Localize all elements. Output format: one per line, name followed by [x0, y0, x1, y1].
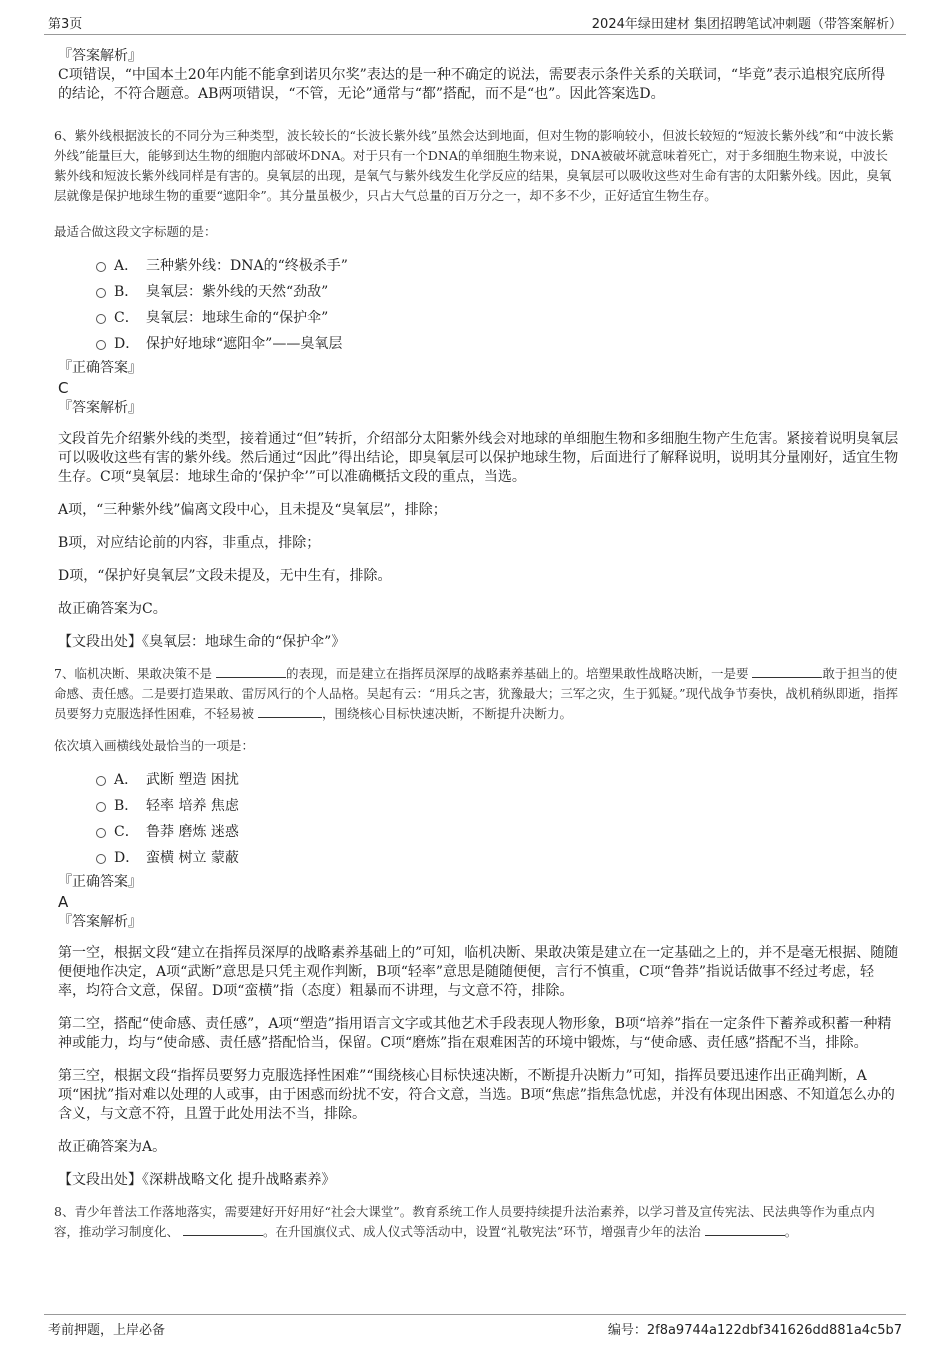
blank-2 [705, 1223, 785, 1236]
q6-option-d[interactable]: D． 保护好地球“遮阳伞”——臭氧层 [54, 332, 899, 358]
document-code: 编号：2f8a9744a122dbf341626dd881a4c5b7 [607, 1323, 902, 1338]
q6-option-c[interactable]: C． 臭氧层：地球生命的“保护伞” [54, 306, 899, 332]
q7-question: 依次填入画横线处最恰当的一项是： [54, 738, 255, 753]
radio-icon[interactable] [96, 776, 106, 786]
q7-option-b[interactable]: B． 轻率 培养 焦虑 [54, 794, 899, 820]
q5-explain-text: C项错误，“中国本土20年内能不能拿到诺贝尔奖”表达的是一种不确定的说法，需要表示条件关系的关联词，“毕竟”表示追根究底所得的结论，不符合题意。AB两项错误，“不管，无论”通常与“都”搭配，而不是“也”。因此答案选D。 [58, 67, 886, 102]
blank-1 [216, 665, 286, 678]
radio-icon[interactable] [96, 262, 106, 272]
q5-explain-label: 『答案解析』 [58, 48, 142, 64]
radio-icon[interactable] [96, 854, 106, 864]
radio-icon[interactable] [96, 340, 106, 350]
q6-correct-label: 『正确答案』 [58, 360, 142, 376]
q7-explain-p3: 第三空，根据文段“指挥员要努力克服选择性困难”“围绕核心目标快速决断，不断提升决断力”可知，指挥员要迅速作出正确判断，A项“困扰”指对难以处理的人或事，由于困惑而纷扰不安，符合文意，当选。B项“焦虑”指焦急忧虑，并没有体现出困惑、不知道怎么办的含义，与文意不符，且置于此处用法不当，排除。 [58, 1068, 895, 1122]
q7-explain-p1: 第一空，根据文段“建立在指挥员深厚的战略素养基础上的”可知，临机决断、果敢决策是建立在一定基础之上的，并不是毫无根据、随随便便地作决定，A项“武断”意思是只凭主观作判断，B项“轻率”意思是随随便便，言行不慎重，C项“鲁莽”指说话做事不经过考虑，轻率，均符合文意，保留。D项“蛮横”指（态度）粗暴而不讲理，与文意不符，排除。 [58, 945, 899, 999]
q6-source: 【文段出处】《臭氧层：地球生命的“保护伞”》 [58, 634, 346, 650]
q6-stem: 6、紫外线根据波长的不同分为三种类型，波长较长的“长波长紫外线”虽然会达到地面，但对生物的影响较小，但波长较短的“短波长紫外线”和“中波长紫外线”能量巨大，能够到达生物的细胞内部破坏DNA。对于只有一个DNA的单细胞生物来说，DNA被破坏就意味着死亡，对于多细胞生物来说，中波长紫外线和短波长紫外线同样是有害的。臭氧层的出现，是氧气与紫外线发生化学反应的结果，臭氧层可以吸收这些对生命有害的太阳紫外线。因此，臭氧层就像是保护地球生物的重要“遮阳伞”。其分量虽极少，只占大气总量的百万分之一，却不多不少，正好适宜生物生存。 [54, 128, 894, 203]
radio-icon[interactable] [96, 828, 106, 838]
radio-icon[interactable] [96, 314, 106, 324]
q6-correct-answer: C [58, 379, 69, 397]
q7-stem: 7、临机决断、果敢决策不是 的表现，而是建立在指挥员深厚的战略素养基础上的。培塑果敢性战略决断，一是要 敢于担当的使命感、责任感。二是要打造果敢、雷厉风行的个人品格。吴起有云：“用兵之害，犹豫最大；三军之灾，生于狐疑。”现代战争节奏快，战机稍纵即逝，指挥员要努力克服选择性困难，不轻易被 ，围绕核心目标快速决断，不断提升决断力。 [54, 666, 899, 721]
q6-explain-p3: B项，对应结论前的内容，非重点，排除； [58, 535, 321, 551]
q8-stem: 8、青少年普法工作落地落实，需要建好开好用好“社会大课堂”。教育系统工作人员要持续提升法治素养，以学习普及宣传宪法、民法典等作为重点内容，推动学习制度化、 。在升国旗仪式、成人仪式等活动中，设置“礼敬宪法”环节，增强青少年的法治 。 [54, 1204, 875, 1239]
q6-options [54, 254, 899, 358]
q7-explain-label: 『答案解析』 [58, 914, 142, 930]
radio-icon[interactable] [96, 288, 106, 298]
document-body [54, 44, 899, 1242]
q6-option-a[interactable]: A． 三种紫外线：DNA的“终极杀手” [54, 254, 899, 280]
q7-options [54, 768, 899, 872]
page-footer [44, 1314, 906, 1338]
q6-explain-p1: 文段首先介绍紫外线的类型，接着通过“但”转折，介绍部分太阳紫外线会对地球的单细胞生物和多细胞生物产生危害。紧接着说明臭氧层可以吸收这些有害的紫外线。然后通过“因此”得出结论，即臭氧层可以保护地球生物，后面进行了解释说明，说明其分量刚好，适宜生物生存。C项“臭氧层：地球生命的‘保护伞’”可以准确概括文段的重点，当选。 [58, 431, 899, 485]
q7-explain-p2: 第二空，搭配“使命感、责任感”，A项“塑造”指用语言文字或其他艺术手段表现人物形象，B项“培养”指在一定条件下蓄养或积蓄一种精神或能力，均与“使命感、责任感”搭配恰当，保留。C项“磨炼”指在艰难困苦的环境中锻炼，与“使命感、责任感”搭配不当，排除。 [58, 1016, 892, 1051]
page-header [44, 12, 906, 35]
blank-3 [258, 705, 322, 718]
q6-explain-p5: 故正确答案为C。 [58, 601, 167, 617]
radio-icon[interactable] [96, 802, 106, 812]
q7-explain-p4: 故正确答案为A。 [58, 1139, 167, 1155]
q6-question: 最适合做这段文字标题的是： [54, 224, 217, 239]
q6-explain-label: 『答案解析』 [58, 400, 142, 416]
document-title: 2024年绿田建材 集团招聘笔试冲刺题（带答案解析） [591, 17, 902, 32]
q7-option-d[interactable]: D． 蛮横 树立 蒙蔽 [54, 846, 899, 872]
blank-1 [183, 1223, 263, 1236]
q7-correct-label: 『正确答案』 [58, 874, 142, 890]
q7-option-c[interactable]: C． 鲁莽 磨炼 迷惑 [54, 820, 899, 846]
blank-2 [752, 665, 822, 678]
q6-explain-p4: D项，“保护好臭氧层”文段未提及，无中生有，排除。 [58, 568, 392, 584]
q7-source: 【文段出处】《深耕战略文化 提升战略素养》 [58, 1172, 336, 1188]
q6-option-b[interactable]: B． 臭氧层：紫外线的天然“劲敌” [54, 280, 899, 306]
page-number: 第3页 [48, 17, 83, 32]
q6-explain-p2: A项，“三种紫外线”偏离文段中心，且未提及“臭氧层”，排除； [58, 502, 447, 518]
q7-option-a[interactable]: A． 武断 塑造 困扰 [54, 768, 899, 794]
footer-slogan: 考前押题，上岸必备 [48, 1323, 166, 1338]
q7-correct-answer: A [58, 893, 69, 911]
